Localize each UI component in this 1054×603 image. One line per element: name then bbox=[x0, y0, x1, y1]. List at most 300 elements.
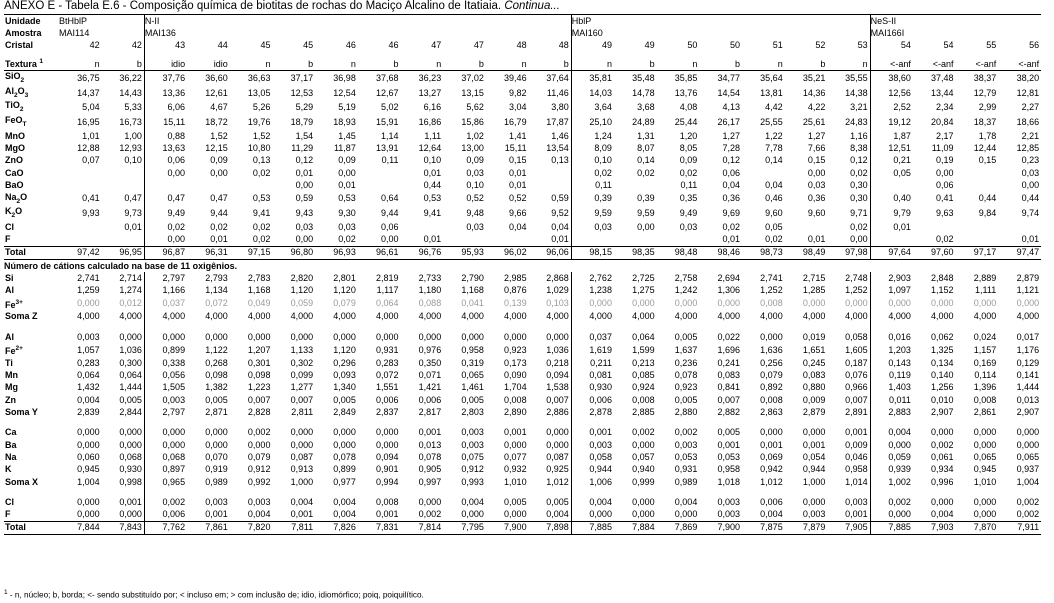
cation-value: 0,901 bbox=[375, 464, 399, 475]
oxide-value: 0,01 bbox=[509, 167, 527, 178]
row-label: SiO$_2$ bbox=[5, 70, 25, 84]
oxide-value: 0,10 bbox=[124, 155, 142, 166]
oxide-value: 6,16 bbox=[423, 102, 442, 113]
spacer-cell bbox=[315, 419, 358, 427]
row-label: Zn bbox=[5, 394, 16, 405]
oxide-value: 9,60 bbox=[807, 208, 826, 219]
oxide-value: 18,79 bbox=[290, 117, 314, 128]
oxide-value: 35,64 bbox=[760, 72, 783, 83]
cation-value: 0,999 bbox=[632, 476, 655, 487]
oxide-value bbox=[59, 233, 102, 246]
oxide-value: 9,84 bbox=[978, 208, 997, 219]
spacer-cell bbox=[187, 419, 230, 427]
spacer-cell bbox=[571, 488, 614, 496]
oxide-value: 0,00 bbox=[144, 167, 187, 179]
oxide-value bbox=[913, 221, 956, 233]
oxide-value: 0,04 bbox=[551, 221, 569, 232]
spacer-cell bbox=[102, 419, 145, 427]
cation-value: 0,078 bbox=[418, 451, 442, 462]
cristal-cell: 47 bbox=[431, 40, 442, 51]
oxide-value: 38,20 bbox=[1016, 72, 1040, 83]
oxide-value: 37,17 bbox=[290, 72, 314, 83]
cation-value: 2,694 bbox=[717, 272, 741, 283]
oxide-value: 9,52 bbox=[551, 208, 569, 219]
oxide-value: 10,80 bbox=[247, 143, 271, 154]
oxide-value: 12,93 bbox=[119, 143, 142, 154]
cation-value: 0,944 bbox=[802, 464, 826, 475]
row-label: Mn bbox=[5, 370, 18, 381]
row-label: Cl bbox=[5, 496, 14, 507]
cation-value: 0,065 bbox=[1016, 451, 1040, 462]
cation-value: 0,129 bbox=[1016, 357, 1040, 368]
cation-value: 2,801 bbox=[333, 272, 356, 283]
cation-value: 0,008 bbox=[632, 394, 655, 405]
oxide-value: 0,00 bbox=[295, 179, 314, 190]
cation-value: 1,636 bbox=[760, 344, 783, 355]
oxide-value: 1,14 bbox=[380, 130, 399, 141]
cation-value: 4,000 bbox=[290, 311, 314, 322]
cation-value: 0,001 bbox=[760, 439, 783, 450]
cation-value: 0,256 bbox=[760, 357, 783, 368]
cation-value: 0,958 bbox=[845, 464, 868, 475]
oxide-value: 18,66 bbox=[1016, 117, 1040, 128]
cation-value: 2,839 bbox=[77, 407, 100, 418]
cation-value: 1,122 bbox=[205, 344, 228, 355]
cation-value: 2,907 bbox=[931, 407, 954, 418]
cation-value: 0,005 bbox=[674, 331, 698, 342]
cation-value: 0,000 bbox=[674, 298, 698, 309]
oxide-value: 9,71 bbox=[850, 208, 868, 219]
spacer-cell bbox=[102, 488, 145, 496]
oxide-value: 0,03 bbox=[338, 221, 356, 232]
row-label: Si bbox=[5, 272, 14, 283]
row-label: Ba bbox=[5, 439, 17, 450]
oxide-value: 0,02 bbox=[252, 221, 271, 232]
cation-value: 0,296 bbox=[333, 357, 356, 368]
oxide-value: 9,74 bbox=[1021, 208, 1040, 219]
oxide-value: 0,04 bbox=[509, 221, 527, 232]
cation-value: 0,078 bbox=[674, 370, 698, 381]
oxide-value: 9,69 bbox=[722, 208, 741, 219]
oxide-value: 0,14 bbox=[637, 155, 655, 166]
oxide-value: 12,88 bbox=[77, 143, 100, 154]
cation-value: 1,002 bbox=[870, 476, 913, 488]
oxide-value: 16,86 bbox=[418, 117, 442, 128]
cation-value: 0,880 bbox=[802, 382, 826, 393]
oxide-value: 9,73 bbox=[124, 208, 142, 219]
cation-value: 2,797 bbox=[144, 272, 187, 284]
row-label: MgO bbox=[5, 143, 25, 154]
cristal-cell: 42 bbox=[89, 40, 100, 51]
oxide-value: 0,01 bbox=[423, 167, 442, 178]
cation-value: 0,005 bbox=[333, 394, 356, 405]
textura-cell: n bbox=[742, 52, 785, 71]
cation-value: 1,275 bbox=[632, 284, 655, 295]
oxide-value: 25,61 bbox=[802, 117, 826, 128]
cation-value: 0,083 bbox=[717, 370, 741, 381]
oxide-value: 0,53 bbox=[423, 193, 442, 204]
row-label: Soma Y bbox=[5, 407, 38, 418]
cation-total-value: 7,903 bbox=[913, 521, 956, 534]
cation-value: 0,000 bbox=[333, 427, 356, 438]
cation-value: 0,007 bbox=[546, 394, 569, 405]
oxide-value: 14,43 bbox=[119, 87, 142, 98]
cation-value: 1,619 bbox=[571, 343, 614, 357]
total-value: 96,95 bbox=[102, 246, 145, 259]
oxide-value bbox=[742, 167, 785, 179]
oxide-value: 36,75 bbox=[77, 72, 100, 83]
oxide-value: 0,02 bbox=[765, 234, 783, 245]
cation-row bbox=[4, 509, 1041, 522]
cation-value: 0,079 bbox=[760, 370, 783, 381]
cation-value: 0,000 bbox=[375, 439, 399, 450]
spacer-cell bbox=[401, 419, 444, 427]
cation-value: 0,000 bbox=[632, 298, 655, 309]
cation-value: 1,605 bbox=[845, 344, 868, 355]
cation-value: 0,940 bbox=[632, 464, 655, 475]
cristal-cell: 51 bbox=[772, 40, 783, 51]
oxide-value: 0,13 bbox=[252, 155, 271, 166]
oxide-value: 2,34 bbox=[936, 102, 954, 113]
textura-cell: b bbox=[272, 52, 315, 71]
oxide-value: 12,15 bbox=[205, 143, 228, 154]
cation-value: 1,176 bbox=[1016, 344, 1040, 355]
oxide-value: 0,03 bbox=[466, 167, 484, 178]
cation-value: 0,022 bbox=[717, 331, 741, 342]
cation-value: 0,083 bbox=[802, 370, 826, 381]
oxide-value: 0,36 bbox=[807, 193, 826, 204]
oxide-value: 0,41 bbox=[936, 193, 954, 204]
cation-value: 0,000 bbox=[77, 427, 100, 438]
textura-label-text: Textura bbox=[5, 58, 37, 69]
cation-value: 0,301 bbox=[247, 357, 271, 368]
cation-value: 0,065 bbox=[973, 451, 997, 462]
oxide-value: 0,00 bbox=[144, 233, 187, 246]
cation-value: 0,000 bbox=[546, 331, 569, 342]
oxide-value: 0,15 bbox=[978, 155, 997, 166]
cation-value: 0,173 bbox=[504, 357, 527, 368]
spacer-cell bbox=[443, 323, 486, 331]
cation-value: 0,841 bbox=[717, 382, 741, 393]
oxide-value: 9,49 bbox=[144, 206, 187, 221]
cation-value: 0,001 bbox=[375, 509, 399, 520]
oxide-value: 4,13 bbox=[722, 102, 741, 113]
cation-value: 1,010 bbox=[504, 476, 527, 487]
cation-value: 0,001 bbox=[504, 427, 527, 438]
cristal-cell: 56 bbox=[1029, 40, 1040, 51]
textura-cell: <-anf bbox=[913, 52, 956, 71]
cation-value: 0,958 bbox=[461, 344, 484, 355]
spacer-cell bbox=[870, 419, 913, 427]
row-label: CaO bbox=[5, 167, 24, 178]
unidade-row-value: N-II bbox=[144, 15, 571, 28]
cation-value: 0,024 bbox=[973, 331, 997, 342]
spacer-cell bbox=[102, 323, 145, 331]
cation-value: 0,003 bbox=[845, 496, 868, 507]
textura-cell: b bbox=[102, 52, 145, 71]
cation-total-value: 7,844 bbox=[59, 521, 102, 534]
cation-value: 2,828 bbox=[247, 407, 271, 418]
oxide-value: 0,03 bbox=[679, 221, 698, 232]
oxide-value bbox=[144, 179, 187, 191]
oxide-value: 15,11 bbox=[504, 143, 527, 154]
oxide-value: 0,13 bbox=[551, 155, 569, 166]
oxide-value: 11,29 bbox=[291, 143, 314, 154]
oxide-value: 0,12 bbox=[850, 155, 868, 166]
spacer-cell bbox=[657, 419, 700, 427]
oxide-value: 11,46 bbox=[546, 87, 569, 98]
total-value: 96,93 bbox=[315, 246, 358, 259]
total-value: 96,31 bbox=[187, 246, 230, 259]
oxide-value: 14,37 bbox=[77, 87, 100, 98]
cation-value: 0,054 bbox=[802, 451, 826, 462]
cation-row bbox=[4, 297, 1041, 311]
oxide-value: 1,78 bbox=[978, 130, 997, 141]
spacer-cell bbox=[144, 419, 187, 427]
cation-value: 0,143 bbox=[870, 357, 913, 369]
cation-value: 2,837 bbox=[375, 407, 399, 418]
cation-value: 2,885 bbox=[632, 407, 655, 418]
cation-value: 2,844 bbox=[119, 407, 142, 418]
spacer-cell bbox=[785, 419, 828, 427]
cation-value: 0,000 bbox=[333, 331, 356, 342]
cation-value: 0,016 bbox=[870, 331, 913, 343]
cation-value: 0,000 bbox=[504, 439, 527, 450]
cation-total-value: 7,831 bbox=[358, 521, 401, 534]
cation-value: 0,087 bbox=[290, 451, 314, 462]
cation-value: 1,121 bbox=[1016, 284, 1040, 295]
cation-value: 0,000 bbox=[247, 439, 271, 450]
cation-value: 0,000 bbox=[418, 331, 442, 342]
cation-value: 0,001 bbox=[717, 439, 741, 450]
cation-value: 0,945 bbox=[77, 464, 100, 475]
oxide-value: 9,48 bbox=[466, 208, 484, 219]
cation-value: 0,001 bbox=[119, 496, 142, 507]
spacer-cell bbox=[956, 323, 999, 331]
cation-value: 0,003 bbox=[674, 439, 698, 450]
oxide-value: 9,63 bbox=[936, 208, 954, 219]
spacer-cell bbox=[401, 488, 444, 496]
row-label: MnO bbox=[5, 130, 25, 141]
oxide-value: 1,52 bbox=[252, 130, 271, 141]
cation-value: 1,403 bbox=[870, 382, 913, 394]
spacer-cell bbox=[358, 419, 401, 427]
cation-value: 1,277 bbox=[290, 382, 314, 393]
spacer-cell bbox=[4, 488, 59, 496]
cation-value: 0,011 bbox=[870, 394, 913, 406]
oxide-value bbox=[956, 221, 999, 233]
cation-value: 0,009 bbox=[845, 439, 868, 450]
spacer-cell bbox=[59, 419, 102, 427]
cation-total-value: 7,795 bbox=[443, 521, 486, 534]
spacer-cell bbox=[827, 419, 870, 427]
oxide-value: 0,46 bbox=[765, 193, 783, 204]
cation-value: 2,819 bbox=[375, 272, 399, 283]
oxide-value: 0,47 bbox=[210, 193, 228, 204]
spacer-row bbox=[4, 419, 1041, 427]
oxide-value: 0,53 bbox=[338, 193, 356, 204]
cation-total-value: 7,879 bbox=[785, 521, 828, 534]
cation-row bbox=[4, 406, 1041, 418]
oxide-value: 1,45 bbox=[338, 130, 356, 141]
oxide-value: 1,00 bbox=[124, 130, 142, 141]
cation-value: 0,000 bbox=[504, 509, 527, 520]
total-value: 97,98 bbox=[827, 246, 870, 259]
cation-value: 0,925 bbox=[546, 464, 569, 475]
cation-value: 0,002 bbox=[1016, 496, 1040, 507]
oxide-value: 0,52 bbox=[509, 193, 527, 204]
amostra-row-value: MAI114 bbox=[59, 27, 90, 38]
cation-value: 0,000 bbox=[119, 331, 142, 342]
cation-value: 0,058 bbox=[845, 331, 868, 342]
total-value: 95,93 bbox=[443, 246, 486, 259]
cation-value: 0,072 bbox=[375, 370, 399, 381]
oxide-value: 0,41 bbox=[82, 193, 100, 204]
cation-value: 0,000 bbox=[77, 439, 100, 450]
oxide-row bbox=[4, 86, 1041, 101]
cation-value: 0,079 bbox=[247, 451, 271, 462]
oxide-row bbox=[4, 167, 1041, 179]
cation-value: 1,432 bbox=[77, 382, 100, 393]
oxide-value: 0,01 bbox=[423, 234, 442, 245]
cation-value: 2,907 bbox=[1016, 407, 1040, 418]
cristal-cell: 45 bbox=[260, 40, 271, 51]
cation-value: 0,060 bbox=[77, 451, 100, 462]
textura-cell: b bbox=[699, 52, 742, 71]
cation-value: 0,965 bbox=[144, 476, 187, 488]
cation-value: 2,886 bbox=[546, 407, 569, 418]
textura-cell: idio bbox=[187, 52, 230, 71]
cation-value: 0,004 bbox=[546, 509, 569, 520]
oxide-value: 8,09 bbox=[571, 142, 614, 154]
cation-row bbox=[4, 311, 1041, 323]
cation-row bbox=[4, 439, 1041, 451]
footnote-mark: 1 bbox=[4, 589, 8, 596]
cation-value: 0,000 bbox=[973, 509, 997, 520]
oxide-value: 5,29 bbox=[295, 102, 314, 113]
cation-value: 0,000 bbox=[931, 427, 954, 438]
cation-value: 1,444 bbox=[1016, 382, 1040, 393]
cation-value: 0,003 bbox=[77, 331, 100, 342]
oxide-value: 1,41 bbox=[509, 130, 527, 141]
footnote bbox=[4, 589, 424, 600]
cation-value: 0,090 bbox=[504, 370, 527, 381]
cation-value: 1,004 bbox=[77, 476, 100, 487]
oxide-value: 37,02 bbox=[461, 72, 484, 83]
oxide-value: 35,85 bbox=[674, 72, 698, 83]
oxide-value: 0,11 bbox=[571, 179, 614, 191]
cation-value: 0,000 bbox=[1016, 439, 1040, 450]
oxide-value: 0,01 bbox=[210, 234, 228, 245]
oxide-value: 1,27 bbox=[722, 130, 741, 141]
cation-row bbox=[4, 476, 1041, 488]
cation-value: 0,037 bbox=[144, 297, 187, 311]
cation-value: 0,004 bbox=[333, 496, 356, 507]
cation-value: 0,008 bbox=[760, 298, 783, 309]
oxide-value: 0,02 bbox=[210, 221, 228, 232]
cation-value: 2,903 bbox=[870, 272, 913, 284]
oxide-value: 9,93 bbox=[82, 208, 100, 219]
cation-value: 0,134 bbox=[931, 357, 954, 368]
oxide-value: 0,30 bbox=[850, 193, 868, 204]
oxide-value: 11,09 bbox=[931, 143, 954, 154]
cation-row bbox=[4, 357, 1041, 369]
oxide-value: 13,00 bbox=[461, 143, 484, 154]
textura-cell: <-anf bbox=[998, 52, 1041, 71]
oxide-value: 15,86 bbox=[461, 117, 484, 128]
cation-value: 1,382 bbox=[205, 382, 228, 393]
oxide-value: 0,21 bbox=[870, 155, 913, 167]
oxide-value: 35,81 bbox=[571, 70, 614, 85]
oxide-value bbox=[529, 179, 572, 191]
cation-value: 0,081 bbox=[571, 370, 614, 382]
row-label: FeO$_T$ bbox=[5, 115, 27, 129]
row-label: Ti bbox=[5, 357, 13, 368]
oxide-value: 16,79 bbox=[504, 117, 527, 128]
oxide-value: 0,07 bbox=[82, 155, 100, 166]
spacer-cell bbox=[443, 488, 486, 496]
spacer-cell bbox=[272, 419, 315, 427]
cation-value: 0,099 bbox=[290, 370, 314, 381]
cation-value: 0,000 bbox=[870, 439, 913, 451]
cation-value: 0,053 bbox=[717, 451, 741, 462]
oxide-value bbox=[998, 221, 1041, 233]
cation-value: 1,238 bbox=[571, 284, 614, 296]
cations-heading-row bbox=[4, 260, 1041, 273]
cation-value: 0,000 bbox=[144, 427, 187, 439]
cation-value: 0,000 bbox=[461, 509, 484, 520]
cation-value: 2,879 bbox=[802, 407, 826, 418]
oxide-value: 0,09 bbox=[210, 155, 228, 166]
cation-row bbox=[4, 370, 1041, 382]
cation-value: 0,930 bbox=[571, 382, 614, 394]
spacer-cell bbox=[742, 419, 785, 427]
cation-value: 1,120 bbox=[290, 284, 314, 295]
oxide-value: 2,99 bbox=[978, 102, 997, 113]
cation-value: 0,001 bbox=[571, 427, 614, 439]
cation-value: 1,014 bbox=[845, 476, 868, 487]
cation-value: 0,931 bbox=[375, 344, 399, 355]
row-label: $Fe^{3+}$ bbox=[5, 298, 23, 310]
cation-value: 0,003 bbox=[247, 496, 271, 507]
total-value: 97,15 bbox=[230, 246, 273, 259]
oxide-value: 0,59 bbox=[551, 193, 569, 204]
oxide-value: 3,21 bbox=[850, 102, 868, 113]
unidade-row bbox=[4, 15, 1041, 28]
cation-value: 1,097 bbox=[870, 284, 913, 296]
spacer-cell bbox=[358, 488, 401, 496]
textura-cell: <-anf bbox=[870, 52, 913, 71]
oxide-value: 0,19 bbox=[936, 155, 954, 166]
oxide-value: 13,36 bbox=[144, 86, 187, 101]
cation-value: 0,000 bbox=[119, 509, 142, 520]
cation-value: 0,001 bbox=[802, 439, 826, 450]
row-label: $Fe^{2+}$ bbox=[5, 345, 23, 357]
cation-value: 0,008 bbox=[760, 394, 783, 405]
cation-value: 1,421 bbox=[418, 382, 442, 393]
spacer-cell bbox=[998, 323, 1041, 331]
cristal-cell: 42 bbox=[131, 40, 142, 51]
oxide-row bbox=[4, 192, 1041, 207]
cation-value: 0,000 bbox=[247, 331, 271, 342]
cation-value: 2,878 bbox=[571, 406, 614, 418]
oxide-value: 1,02 bbox=[466, 130, 484, 141]
cation-value: 2,882 bbox=[717, 407, 741, 418]
cation-value: 0,000 bbox=[119, 427, 142, 438]
oxide-value: 24,89 bbox=[632, 117, 655, 128]
oxide-value: 37,48 bbox=[931, 72, 954, 83]
oxide-value: 7,66 bbox=[807, 143, 826, 154]
